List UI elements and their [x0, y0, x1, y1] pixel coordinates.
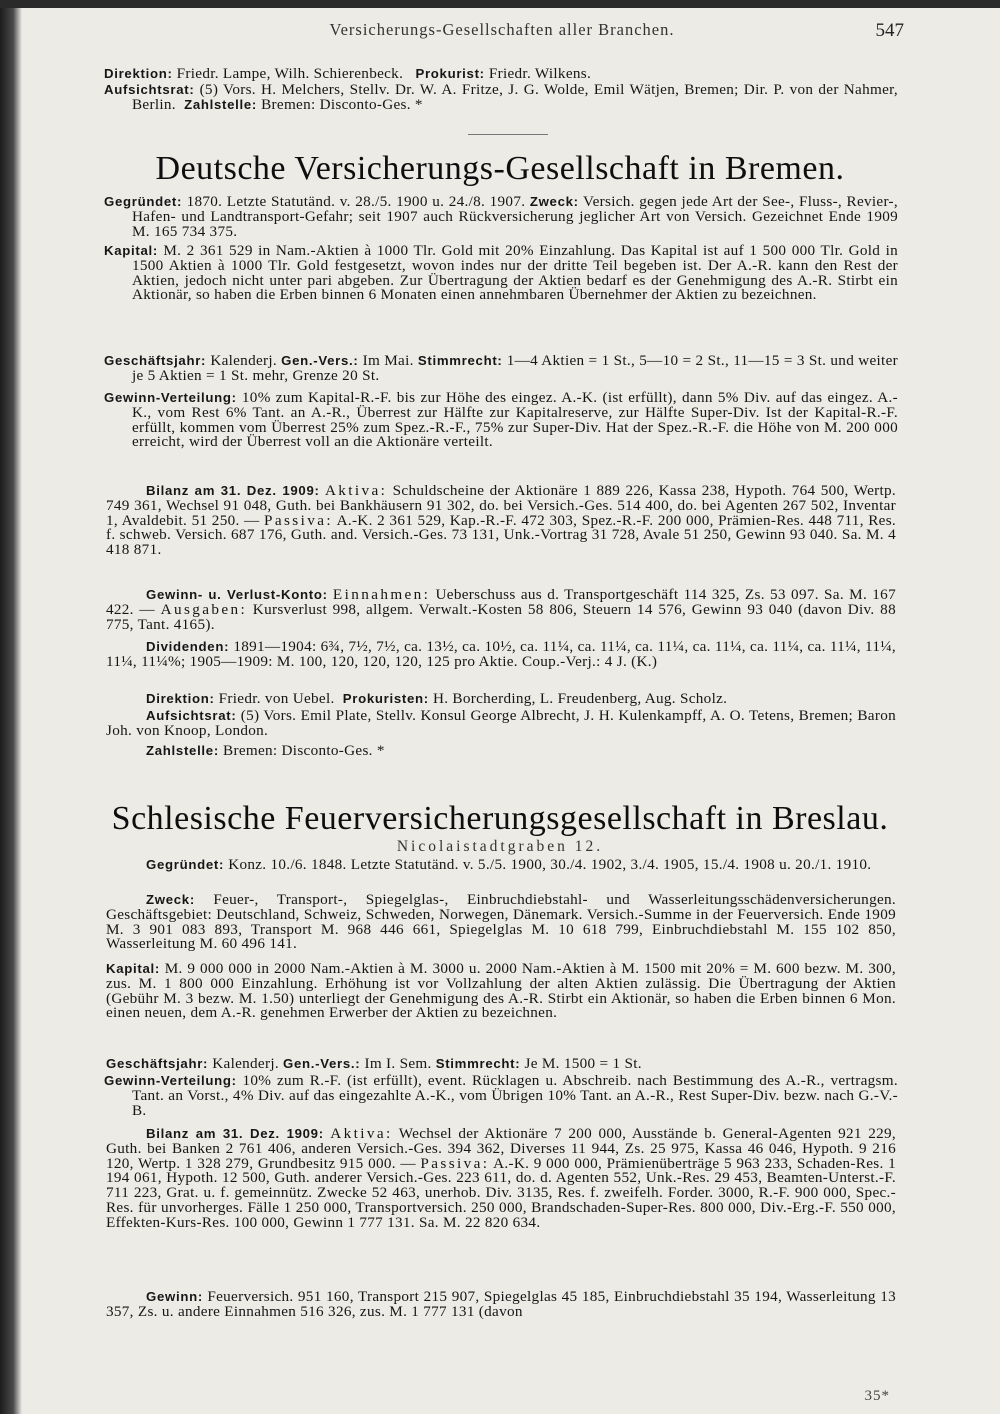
page-header [100, 20, 904, 46]
stimmrecht-label: Stimmrecht: [435, 1056, 521, 1071]
zweck-text: Versich. gegen jede Art der See-, Fluss-, Revier-, Hafen- und Landtransport-Gefahr; seit 1907 auch Rückversicherung jeglicher Art von Versich. Gezeichnet Ende 1909 M. 165 734 375. [132, 193, 898, 240]
zahlstelle-label: Zahlstelle: [184, 96, 257, 112]
zahlstelle-text: Bremen: Disconto-Ges. * [261, 95, 423, 113]
genvers-label: Gen.-Vers.: [283, 1056, 361, 1071]
prokuristen-text: H. Borcherding, L. Freudenberg, Aug. Scholz. [432, 690, 728, 707]
aufsichtsrat-label: Aufsichtsrat: [146, 708, 237, 723]
guv-label: Gewinn- u. Verlust-Konto: [146, 587, 328, 602]
c2-gegruendet [106, 858, 896, 873]
zweck-label: Zweck: [146, 892, 195, 907]
genvers-text: Im I. Sem. [364, 1055, 432, 1072]
c2-kapital [106, 962, 896, 1021]
kapital-text: M. 2 361 529 in Nam.-Aktien à 1000 Tlr. Gold mit 20% Einzahlung. Das Kapital ist auf 1 500 000 Tlr. Gold in 1500 Aktien à 1000 Tlr. Gold festgesetzt, wovon indes nur der dritte Teil begeben ist. Der A.-R. kann den Rest der Aktien, jedoch nicht unter pari abgeben. Zur Übertragung der Aktien bedarf es der Genehmigung des A.-R. Stirbt ein Aktionär, so haben die Erben binnen 6 Monaten einen annehmbaren Übernehmer der Aktien zu bezeichnen. [132, 242, 898, 304]
dividenden-label: Dividenden: [146, 639, 230, 654]
page-number: 547 [875, 20, 904, 41]
aufsichtsrat-label: Aufsichtsrat: [104, 82, 195, 97]
gewinn-label: Gewinn: [146, 1289, 203, 1304]
dividenden-text: 1891—1904: 6¾, 7½, 7½, ca. 13½, ca. 10½, ca. 11¼, ca. 11¼, ca. 11¼, ca. 11¼, ca. 11¼, ca. 11¼, 11¼, 11¼, 11¼%; 1905—1909: M. 100, 120, 120, 120, 125 pro Aktie. Coup.-Verj.: 4 J. (K.) [106, 638, 896, 670]
gewinnverteilung-label: Gewinn-Verteilung: [104, 1073, 237, 1088]
aktiva-word: Aktiva: [324, 482, 388, 499]
top-block-aufsichtsrat [104, 83, 898, 113]
stimmrecht-text: 1—4 Aktien = 1 St., 5—10 = 2 St., 11—15 = 3 St. und weiter je 5 Aktien = 1 St. mehr, Grenze 20 St. [132, 352, 898, 384]
c2-zweck [106, 893, 896, 952]
c1-guv [106, 588, 896, 632]
c2-bilanz [106, 1127, 896, 1231]
bilanz-aktiva-text: Wechsel der Aktionäre 7 200 000, Ausstände b. General-Agenten 921 229, Guth. bei Banken 2 761 406, anderen Versich.-Ges. 394 362, Diverses 11 944, Zs. 25 975, Kassa 46 046, Hypoth. 9 216 120, Wertp. 1 328 279, Grundbesitz 915 000. — [106, 1125, 896, 1172]
c1-gewinnverteilung [104, 391, 898, 450]
zweck-text: Feuer-, Transport-, Spiegelglas-, Einbruchdiebstahl- und Wasserleitungsschädenversicherungen. Geschäftsgebiet: Deutschland, Schweiz, Schweden, Norwegen, Dänemark. Versich.-Summe in der Feuerversich. Ende 1909 M. 3 901 083 893, Transport M. 968 446 661, Spiegelglas M. 10 618 799, Einbruchdiebstahl M. 155 102 850, Wasserleitung M. 60 496 141. [106, 891, 896, 953]
zahlstelle-text: Bremen: Disconto-Ges. * [223, 742, 385, 759]
stimmrecht-label: Stimmrecht: [417, 353, 503, 368]
company-title: Deutsche Versicherungs-Gesellschaft in Bremen. [155, 150, 845, 187]
gegruendet-text: 1870. Letzte Statutänd. v. 28./5. 1900 u. 24./8. 1907. [186, 193, 526, 210]
c1-geschaeftsjahr [104, 354, 898, 384]
gewinnverteilung-text: 10% zum Kapital-R.-F. bis zur Höhe des eingez. A.-K. (ist erfüllt), dann 5% Div. auf das eingez. A.-K., vom Rest 6% Tant. an A.-R., Überrest zur Hälfte zur Kapitalreserve, zur Hälfte Super-Div. Ist der Kapital-R.-F. erfüllt, kommen vom Überrest 25% zum Spez.-R.-F., 75% zur Super-Div. Hat der Spez.-R.-F. die Höhe von M. 200 000 erreicht, wird der Überrest voll an die Aktionäre verteilt. [132, 389, 898, 451]
gewinn-text: Feuerversich. 951 160, Transport 215 907, Spiegelglas 45 185, Einbruchdiebstahl 35 194, Wasserleitung 13 357, Zs. u. andere Einnahmen 516 326, zus. M. 1 777 131 (davon [106, 1288, 896, 1320]
signature-mark: 35* [864, 1388, 890, 1404]
geschaeftsjahr-label: Geschäftsjahr: [104, 353, 207, 368]
gegruendet-label: Gegründet: [146, 857, 225, 872]
geschaeftsjahr-text: Kalenderj. [210, 352, 277, 369]
running-title: Versicherungs-Gesellschaften aller Branchen. [329, 20, 675, 39]
direktion-label: Direktion: [146, 691, 215, 706]
c2-gewinn [106, 1290, 896, 1320]
passiva-word: Passiva: [420, 1154, 490, 1172]
c1-gegruendet [104, 195, 898, 239]
kapital-label: Kapital: [104, 243, 158, 258]
company-title: Schlesische Feuerversicherungsgesellschaft in Breslau. [111, 800, 889, 837]
zahlstelle-label: Zahlstelle: [146, 743, 219, 758]
c1-aufsichtsrat [106, 709, 896, 739]
bilanz-aktiva-text: Schuldscheine der Aktionäre 1 889 226, Kassa 238, Hypoth. 764 500, Wertp. 749 361, Wechsel 91 048, Guth. bei Bankhäusern 91 302, do. bei Versich.-Ges. 514 400, do. bei Agenten 267 502, Inventar 1, Avaldebit. 51 250. — [106, 482, 896, 529]
c1-dividenden [106, 640, 896, 670]
top-block-direktion [104, 67, 898, 82]
einnahmen-word: Einnahmen: [332, 586, 431, 603]
guv-ausgaben-text: Kursverlust 998, allgem. Verwalt.-Kosten 58 806, Steuern 14 576, Gewinn 93 040 (davon Div. 88 775, Tant. 4165). [106, 600, 896, 633]
aufsichtsrat-text: (5) Vors. Emil Plate, Stellv. Konsul George Albrecht, J. H. Kulenkampff, A. O. Tetens, Bremen; Baron Joh. von Knoop, London. [106, 707, 896, 739]
aufsichtsrat-text: (5) Vors. H. Melchers, Stellv. Dr. W. A. Fritze, J. G. Wolde, Emil Wätjen, Bremen; Dir. P. von der Nahmer, Berlin. [132, 81, 898, 113]
passiva-word: Passiva: [263, 511, 333, 529]
geschaeftsjahr-text: Kalenderj. [212, 1055, 279, 1072]
direktion-label: Direktion: [104, 66, 173, 81]
gewinnverteilung-label: Gewinn-Verteilung: [104, 390, 237, 405]
bilanz-label: Bilanz am 31. Dez. 1909: [146, 483, 320, 498]
guv-einnahmen-text: Ueberschuss aus d. Transportgeschäft 114 325, Zs. 53 097. Sa. M. 167 422. — [106, 586, 896, 618]
bilanz-passiva-text: A.-K. 2 361 529, Kap.-R.-F. 472 303, Spez.-R.-F. 200 000, Prämien-Res. 448 711, Res. f. schweb. Versich. 687 176, Guth. and. Versich.-Ges. 73 131, Unk.-Vortrag 31 728, Avale 51 250, Gewinn 93 040. Sa. M. 4 418 871. [106, 511, 897, 559]
kapital-label: Kapital: [106, 961, 160, 976]
gegruendet-label: Gegründet: [104, 194, 183, 209]
ausgaben-word: Ausgaben: [160, 600, 248, 618]
kapital-text: M. 9 000 000 in 2000 Nam.-Aktien à M. 3000 u. 2000 Nam.-Aktien à M. 1500 mit 20% = M. 600 bezw. M. 300, zus. M. 1 800 000 Einzahlung. Erhöhung ist vor Vollzahlung der alten Aktien zulässig. Die Übertragung der Aktien (Gebühr M. 3 bezw. M. 1.50) unterliegt der Genehmigung des A.-R. Stirbt ein Aktionär, so haben die Erben binnen 6 Mon. einen neuen, dem A.-R. genehmen Erwerber der Aktien zu bezeichnen. [106, 960, 896, 1022]
gewinnverteilung-text: 10% zum R.-F. (ist erfüllt), event. Rücklagen u. Abschreib. nach Bestimmung des A.-R., vertragsm. Tant. an Vorst., 4% Div. auf das eingezahlte A.-K., vom Übrigen 10% Tant. an A.-R., Rest Super-Div. bezw. nach G.-V.-B. [132, 1072, 898, 1119]
prokurist-text: Friedr. Wilkens. [488, 65, 592, 82]
bilanz-label: Bilanz am 31. Dez. 1909: [146, 1126, 324, 1141]
company-address: Nicolaistadtgraben 12. [396, 838, 604, 855]
c1-direktion [106, 692, 896, 707]
gegruendet-text: Konz. 10./6. 1848. Letzte Statutänd. v. 5./5. 1900, 30./4. 1902, 3./4. 1905, 15./4. 1908 u. 20./1. 1910. [228, 856, 872, 873]
zweck-label: Zweck: [529, 194, 579, 209]
aktiva-word: Aktiva: [330, 1125, 393, 1142]
c2-gewinnverteilung [104, 1074, 898, 1118]
genvers-label: Gen.-Vers.: [281, 353, 359, 368]
direktion-text: Friedr. von Uebel. [218, 690, 335, 707]
direktion-text: Friedr. Lampe, Wilh. Schierenbeck. [176, 65, 404, 82]
c1-zahlstelle [106, 744, 896, 759]
c1-bilanz [106, 484, 896, 558]
prokurist-label: Prokurist: [415, 66, 485, 81]
bilanz-passiva-text: A.-K. 9 000 000, Prämienüberträge 5 963 233, Schaden-Res. 1 194 061, Hypoth. 12 500, Guth. anderer Versich.-Ges. 223 611, do. d. Agenten 552, Unk.-Res. 29 453, Beamten-Unterst.-F. 711 223, Grat. u. f. gemeinnütz. Zwecke 52 463, unerhob. Div. 3135, Res. f. zweifelh. Forder. 3000, R.-F. 900 000, Spec.-Res. für unvorherges. Fälle 1 250 000, Transportversich. 250 000, Brandschaden-Super-Res. 800 000, Div.-Erg.-F. 550 000, Effekten-Kurs-Res. 100 000, Gewinn 1 777 131. Sa. M. 22 820 634. [106, 1154, 896, 1231]
geschaeftsjahr-label: Geschäftsjahr: [106, 1056, 209, 1071]
c2-geschaeftsjahr [106, 1057, 896, 1072]
prokuristen-label: Prokuristen: [342, 691, 429, 706]
section-divider [468, 134, 548, 135]
genvers-text: Im Mai. [362, 352, 414, 369]
c1-kapital [104, 244, 898, 303]
stimmrecht-text: Je M. 1500 = 1 St. [524, 1055, 642, 1072]
